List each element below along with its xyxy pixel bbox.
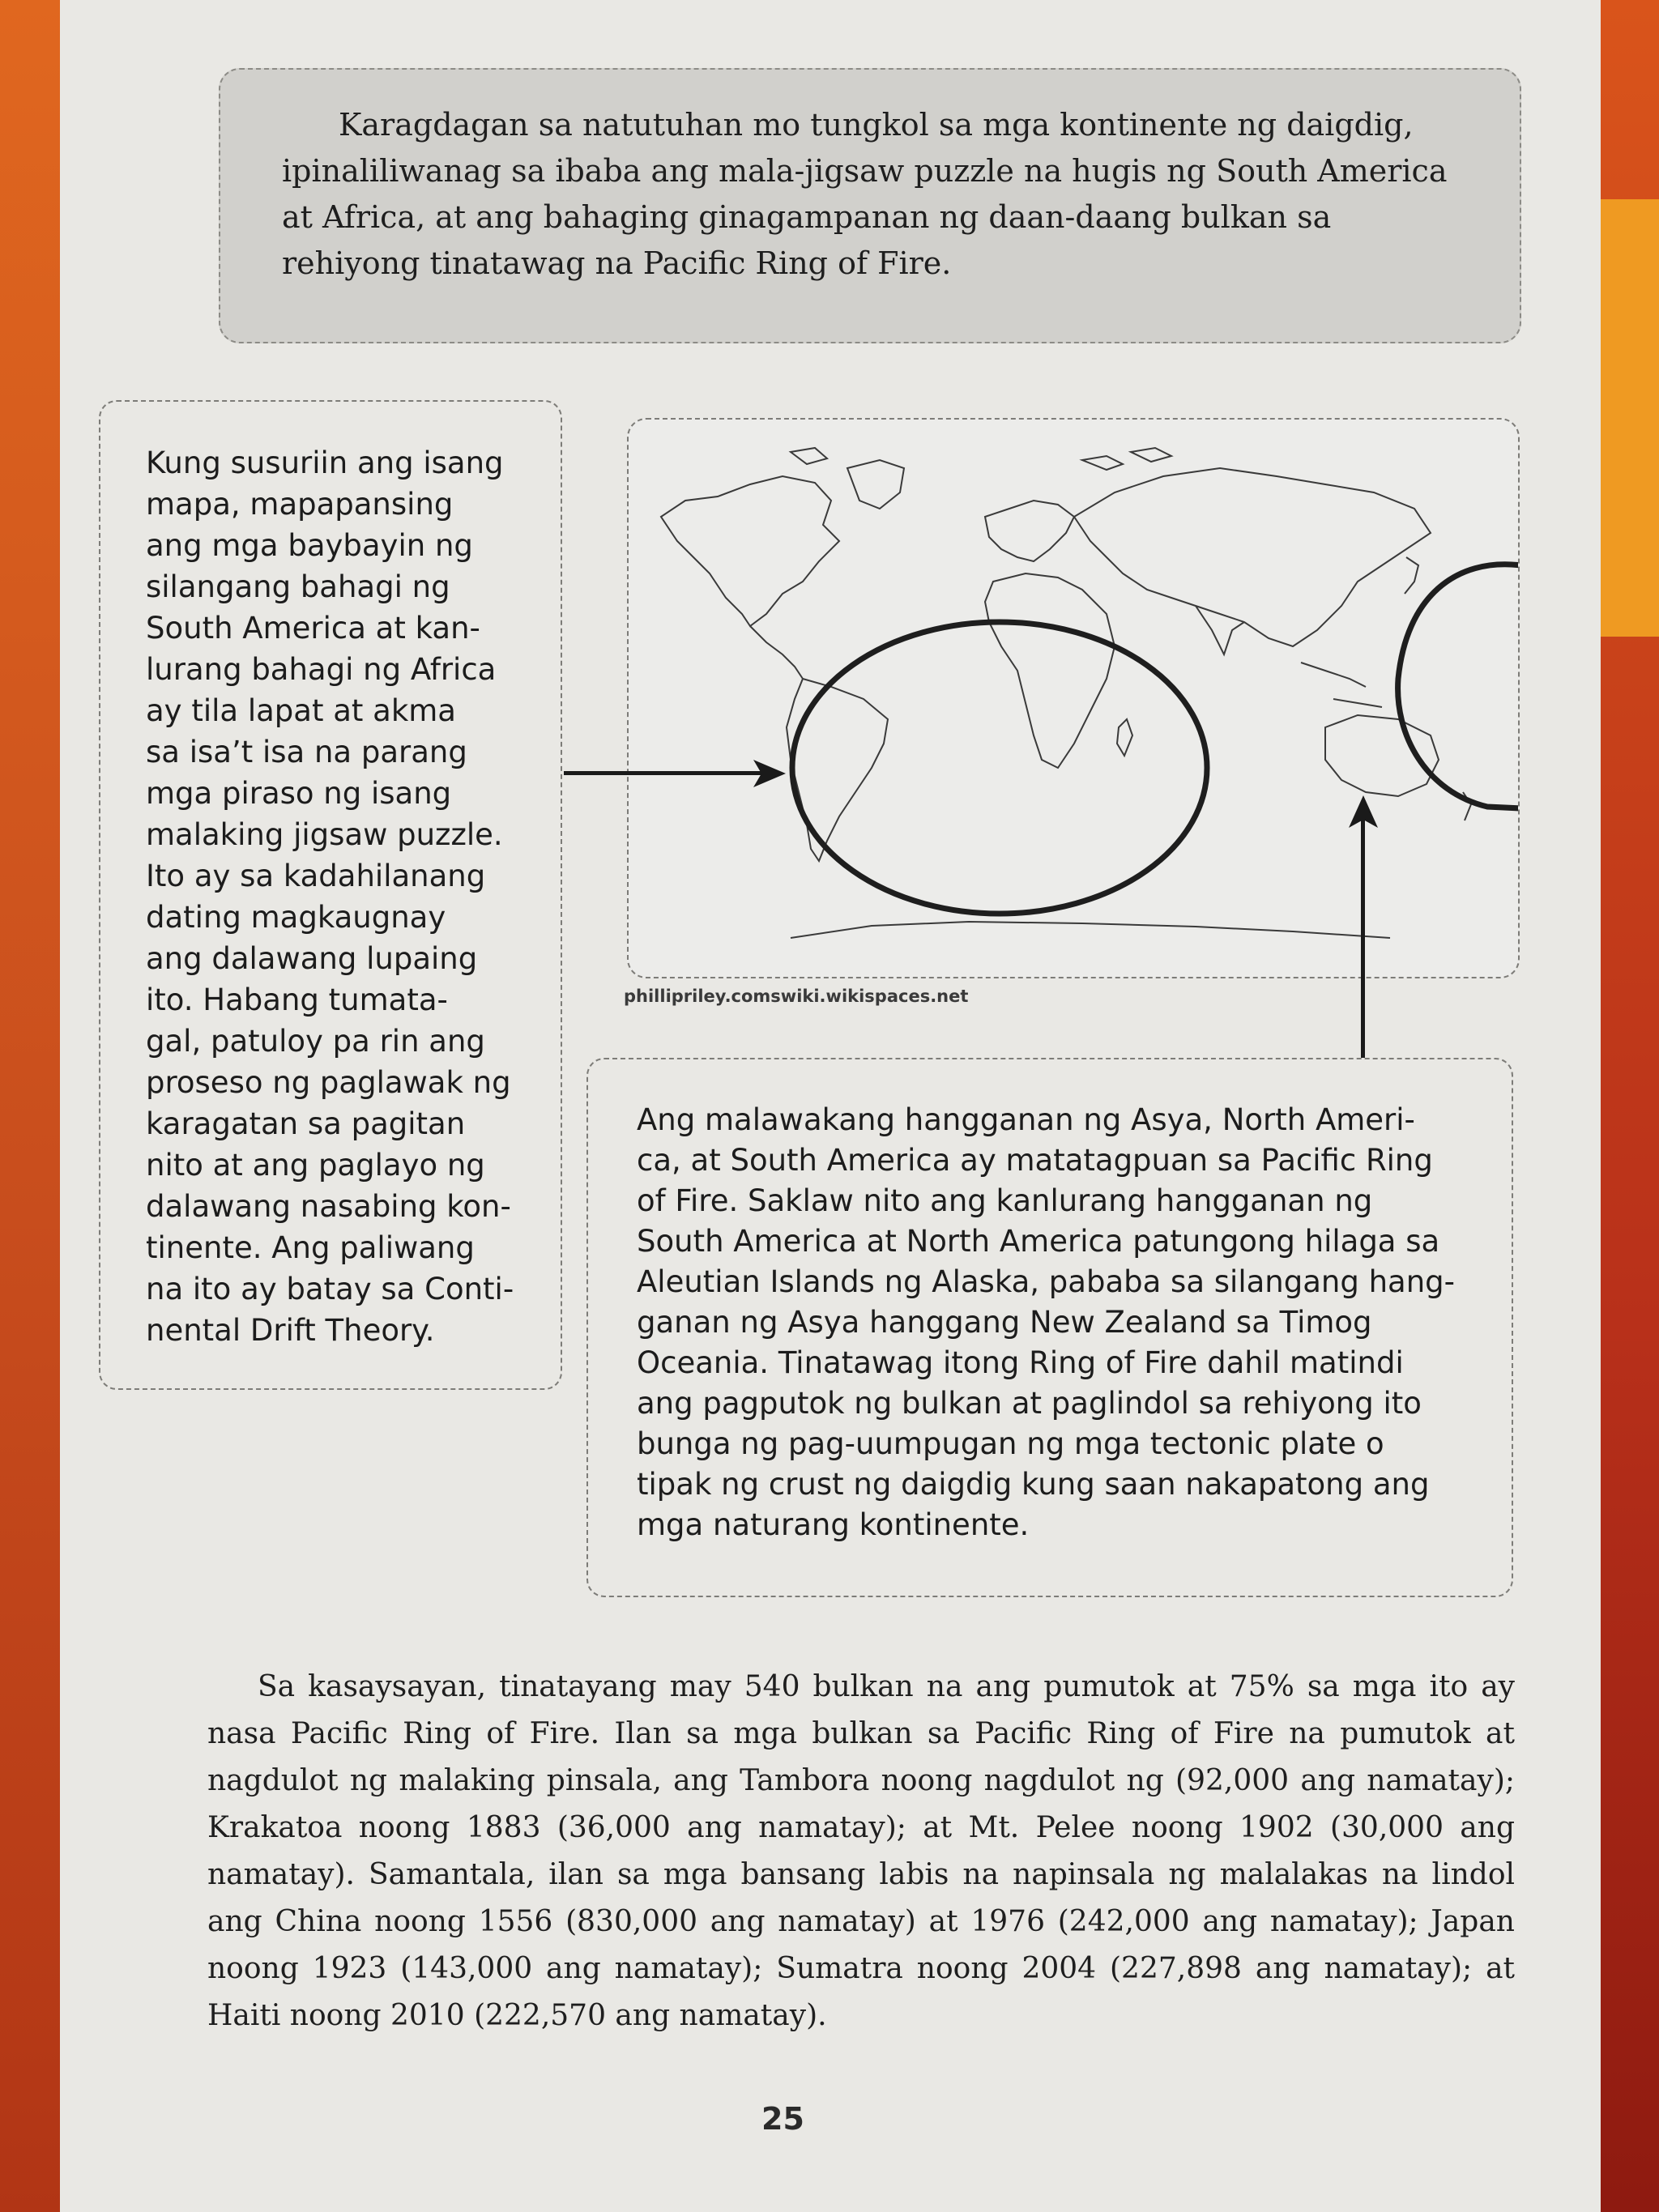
intro-text-box: Karagdagan sa natutuhan mo tungkol sa mga kontinente ng daigdig, ipinaliliwanag sa ibaba ang mala-jigsaw puzzle na hugis ng South America at Africa, at ang bahaging ginagampanan ng daan-daang bulkan sa rehiyong tinatawag na Pacific Ring of Fire.	[219, 68, 1521, 343]
history-paragraph: Sa kasaysayan, tinatayang may 540 bulkan na ang pumutok at 75% sa mga ito ay nasa Pacific Ring of Fire. Ilan sa mga bulkan sa Pacific Ring of Fire na pumutok at nagdulot ng malaking pinsala, ang Tambora noong nagdulot ng (92,000 ang namatay); Krakatoa noong 1883 (36,000 ang namatay); at Mt. Pelee noong 1902 (30,000 ang namatay). Samantala, ilan sa mga bansang labis na napinsala ng malalakas na lindol ang China noong 1556 (830,000 ang namatay) at 1976 (242,000 ang namatay); Japan noong 1923 (143,000 ang namatay); Sumatra noong 2004 (227,898 ang namatay); at Haiti noong 2010 (222,570 ang namatay).	[207, 1670, 1515, 2032]
world-map	[627, 418, 1520, 978]
world-map-illustration	[629, 420, 1520, 978]
ring-of-fire-arc	[1398, 565, 1520, 808]
slide-frame-accent	[1601, 199, 1659, 637]
ring-of-fire-text-box: Ang malawakang hangganan ng Asya, North Ameri- ca, at South America ay matatagpuan sa Pacific Ring of Fire. Saklaw nito ang kanlurang hangganan ng South America at North America patungong hilaga sa Aleutian Islands ng Alaska, pababa sa silangang hang- ganan ng Asya hanggang New Zealand sa Timog Oceania. Tinatawag itong Ring of Fire dahil matindi ang pagputok ng bulkan at paglindol sa rehiyong ito bunga ng pag-uumpugan ng mga tectonic plate o tipak ng crust ng daigdig kung saan nakapatong ang mga naturang kontinente.	[586, 1058, 1513, 1597]
left-arrow-head-icon	[753, 760, 786, 787]
map-source-caption: phillipriley.comswiki.wikispaces.net	[624, 987, 969, 1006]
slide-frame-left	[0, 0, 60, 2212]
up-arrow-head-icon	[1349, 795, 1378, 828]
up-arrow-shaft	[1361, 818, 1365, 1058]
left-arrow-shaft	[564, 771, 766, 775]
page-number: 25	[761, 2101, 804, 2137]
continental-drift-text-box: Kung susuriin ang isang mapa, mapapansing ang mga baybayin ng silangang bahagi ng South America at kan- lurang bahagi ng Africa ay tila lapat at akma sa isa’t isa na parang mga piraso ng isang malaking jigsaw puzzle. Ito ay sa kadahilanang dating magkaugnay ang dalawang lupaing ito. Habang tumata- gal, patuloy pa rin ang proseso ng paglawak ng karagatan sa pagitan nito at ang paglayo ng dalawang nasabing kon- tinente. Ang paliwang na ito ay batay sa Conti- nental Drift Theory.	[99, 400, 562, 1390]
jigsaw-circle	[792, 622, 1207, 914]
